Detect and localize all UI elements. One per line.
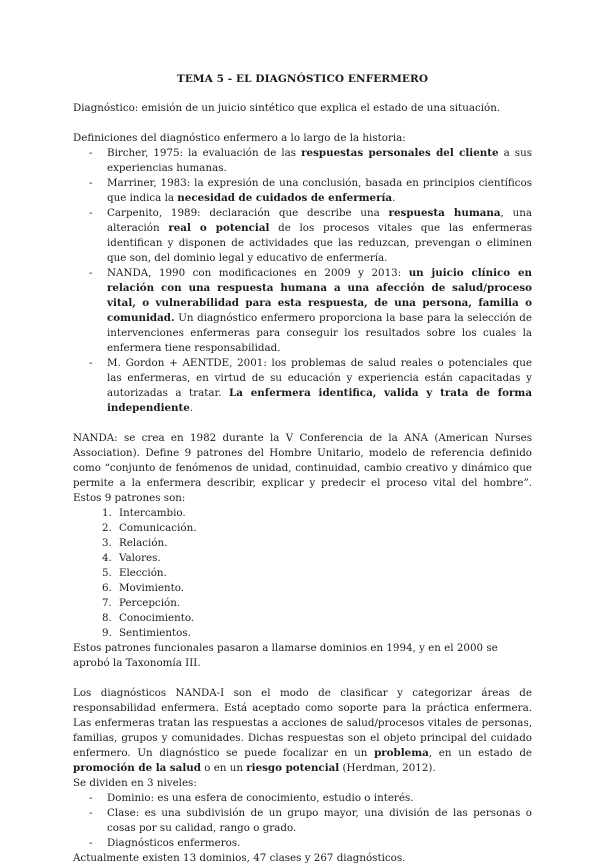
patterns-list bbox=[73, 506, 532, 641]
pattern-item: 2. Comunicación. bbox=[102, 522, 197, 534]
page-title: TEMA 5 - EL DIAGNÓSTICO ENFERMERO bbox=[176, 73, 429, 85]
definitions-list bbox=[73, 146, 532, 416]
nanda-i-paragraph: Los diagnósticos NANDA-I son el modo de clasificar y categorizar áreas de responsabilidad enfermera. Está aceptado como soporte para la práctica enfermera. Las enfermeras tratan las respuestas a acciones de salud/procesos vitales de personas, familias, grupos y comunidades. Dichas respuestas son el objeto principal del cuidado enfermero. Un diagnóstico se puede focalizar en un problema, en un estado de promoción de la salud o en un riesgo potencial (Herdman, 2012). bbox=[73, 687, 533, 774]
definition-item: - Bircher, 1975: la evaluación de las respuestas personales del cliente a sus experiencias humanas. bbox=[73, 146, 532, 176]
level-item: - Clase: es una subdivisión de un grupo mayor, una división de las personas o cosas por su calidad, rango o grado. bbox=[73, 806, 532, 836]
definition-item: - M. Gordon + AENTDE, 2001: los problemas de salud reales o potenciales que las enfermeras, en virtud de su educación y experiencia están capacitadas y autorizadas a tratar. La enfermera identifica, valida y trata de forma independiente. bbox=[73, 356, 532, 416]
closing-paragraph: Actualmente existen 13 dominios, 47 clases y 267 diagnósticos. bbox=[73, 852, 406, 864]
intro-paragraph: Diagnóstico: emisión de un juicio sintético que explica el estado de una situación. bbox=[73, 102, 501, 114]
pattern-item: 6. Movimiento. bbox=[102, 582, 185, 594]
level-item: - Diagnósticos enfermeros. bbox=[73, 836, 532, 851]
definitions-heading: Definiciones del diagnóstico enfermero a lo largo de la historia: bbox=[73, 132, 406, 144]
level-item: - Dominio: es una esfera de conocimiento, estudio o interés. bbox=[73, 791, 532, 806]
definition-item: - Carpenito, 1989: declaración que describe una respuesta humana, una alteración real o potencial de los procesos vitales que las enfermeras identifican y disponen de actividades que las reduzcan, prevengan o eliminen que son, del dominio legal y educativo de enfermería. bbox=[73, 206, 532, 266]
pattern-item: 3. Relación. bbox=[102, 537, 168, 549]
pattern-item: 9. Sentimientos. bbox=[102, 627, 191, 639]
pattern-item: 1. Intercambio. bbox=[102, 507, 186, 519]
definition-item: - Marriner, 1983: la expresión de una conclusión, basada en principios científicos que indica la necesidad de cuidados de enfermería. bbox=[73, 176, 532, 206]
pattern-item: 8. Conocimiento. bbox=[102, 612, 195, 624]
levels-heading: Se dividen en 3 niveles: bbox=[73, 777, 197, 789]
definition-item: - NANDA, 1990 con modificaciones en 2009 y 2013: un juicio clínico en relación con una respuesta humana a una afección de salud/proceso vital, o vulnerabilidad para esta respuesta, de una persona, familia o comunidad. Un diagnóstico enfermero proporciona la base para la selección de intervenciones enfermeras para conseguir los resultados sobre los cuales la enfermera tiene responsabilidad. bbox=[73, 266, 532, 356]
pattern-item: 4. Valores. bbox=[102, 552, 161, 564]
pattern-item: 7. Percepción. bbox=[102, 597, 181, 609]
pattern-item: 5. Elección. bbox=[102, 567, 167, 579]
patterns-after-paragraph: Estos patrones funcionales pasaron a llamarse dominios en 1994, y en el 2000 se aprobó la Taxonomía III. bbox=[73, 642, 498, 669]
nanda-paragraph: NANDA: se crea en 1982 durante la V Conferencia de la ANA (American Nurses Association). Define 9 patrones del Hombre Unitario, modelo de referencia definido como “conjunto de fenómenos de unidad, continuidad, cambio creativo y dinámico que permite a la enfermera describir, explicar y predecir el proceso vital del hombre”. Estos 9 patrones son: bbox=[73, 432, 532, 504]
levels-list bbox=[73, 791, 532, 851]
